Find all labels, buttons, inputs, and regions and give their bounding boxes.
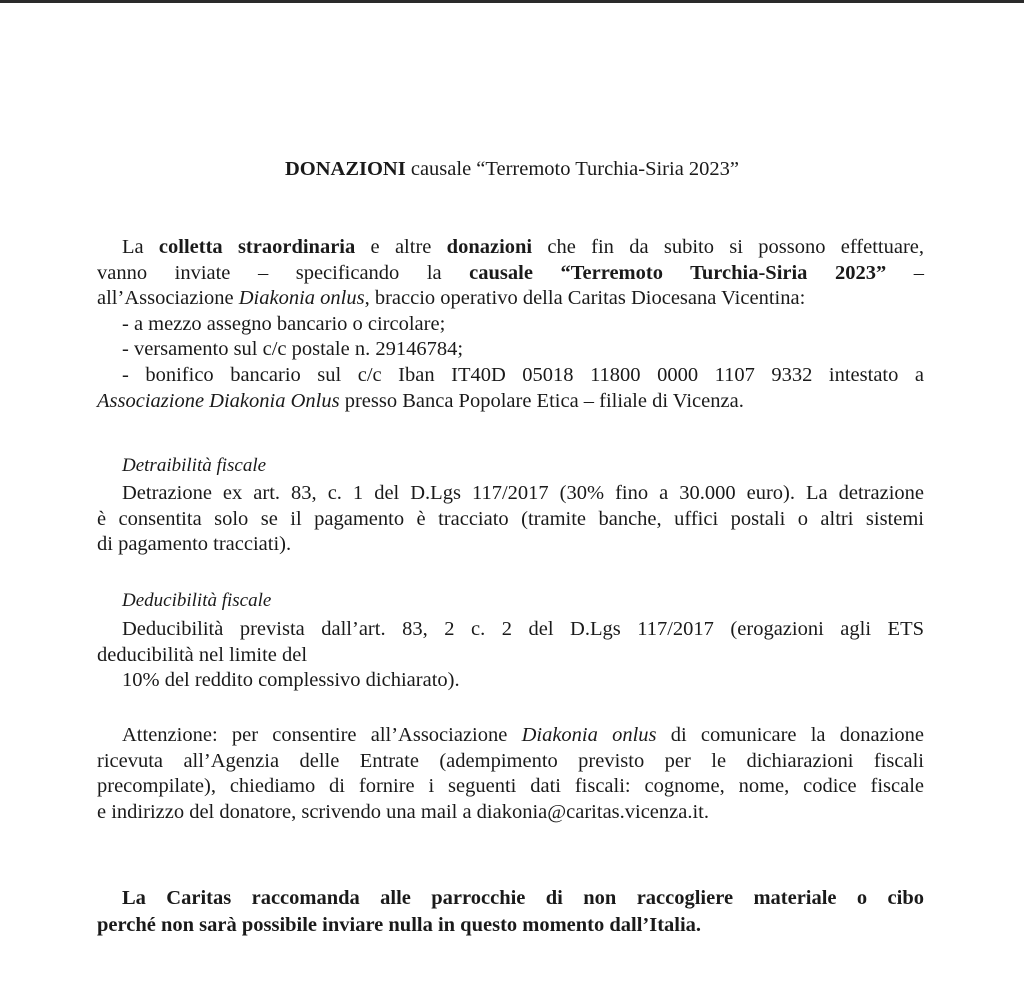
title-bold: DONAZIONI (284, 158, 406, 180)
deducibilita-line-3: 10% del reddito complessivo dichiarato). (122, 669, 460, 692)
text: – (886, 261, 924, 284)
detraibilita-line-3: di pagamento tracciati). (97, 533, 292, 556)
deducibilita-paragraph (97, 617, 924, 694)
text: vanno inviate – specificando la (97, 261, 470, 284)
attenzione-line-1 (97, 723, 924, 749)
intro-line-1 (97, 235, 924, 261)
text: presso Banca Popolare Etica – filiale di Vicenza. (339, 389, 744, 412)
italic-associazione: Associazione Diakonia Onlus (97, 389, 340, 412)
caritas-notice (97, 885, 924, 939)
intro-line-7 (97, 389, 924, 415)
deducibilita-line-1: Deducibilità prevista dall’art. 83, 2 c. 2 del D.Lgs 117/2017 (erogazioni agli ETS (122, 618, 924, 640)
payment-item-postale: - versamento sul c/c postale n. 29146784; (122, 338, 464, 361)
detraibilita-heading: Detraibilità fiscale (122, 455, 267, 476)
deducibilita-heading: Deducibilità fiscale (122, 590, 272, 611)
text: Attenzione: per consentire all’Associazione (122, 724, 522, 746)
text: di comunicare la donazione (656, 724, 924, 746)
intro-paragraph (97, 235, 924, 414)
payment-item-bonifico: - bonifico bancario sul c/c Iban IT40D 05018 11800 0000 1107 9332 intestato a (122, 363, 924, 386)
intro-line-2 (97, 261, 924, 287)
payment-item-assegno: - a mezzo assegno bancario o circolare; (122, 312, 446, 335)
attenzione-line-2: ricevuta all’Agenzia delle Entrate (adempimento previsto per le dichiarazioni fiscali (97, 749, 924, 772)
top-border-line (0, 0, 1024, 3)
detraibilita-line-1: Detrazione ex art. 83, c. 1 del D.Lgs 117/2017 (30% fino a 30.000 euro). La detrazione (122, 482, 924, 504)
text: che fin da subito si possono effettuare, (532, 236, 925, 258)
detraibilita-line-2: è consentita solo se il pagamento è tracciato (tramite banche, uffici postali o altri sistemi (97, 507, 924, 530)
attenzione-paragraph (97, 723, 924, 825)
text: La (122, 236, 159, 258)
italic-diakonia: Diakonia onlus (238, 287, 365, 310)
intro-line-3 (97, 286, 924, 312)
attenzione-line-4: e indirizzo del donatore, scrivendo una mail a diakonia@caritas.vicenza.it. (97, 800, 709, 823)
italic-diakonia: Diakonia onlus (521, 724, 657, 746)
text: e altre (355, 236, 447, 258)
bold-donazioni: donazioni (446, 236, 533, 258)
caritas-notice-line-1: La Caritas raccomanda alle parrocchie di non raccogliere materiale o cibo (122, 887, 924, 909)
document-title (0, 157, 1024, 181)
attenzione-line-3: precompilate), chiediamo di fornire i seguenti dati fiscali: cognome, nome, codice fiscale (97, 775, 924, 798)
caritas-notice-line-2: perché non sarà possibile inviare nulla in questo momento dall’Italia. (97, 914, 702, 936)
text: , braccio operativo della Caritas Diocesana Vicentina: (364, 287, 806, 310)
title-rest: causale “Terremoto Turchia-Siria 2023” (405, 158, 740, 180)
bold-causale: causale “Terremoto Turchia-Siria 2023” (469, 261, 887, 284)
bold-colletta: colletta straordinaria (158, 236, 356, 258)
detraibilita-paragraph (97, 481, 924, 558)
deducibilita-line-2: deducibilità nel limite del (97, 643, 308, 666)
text: all’Associazione (97, 287, 239, 310)
